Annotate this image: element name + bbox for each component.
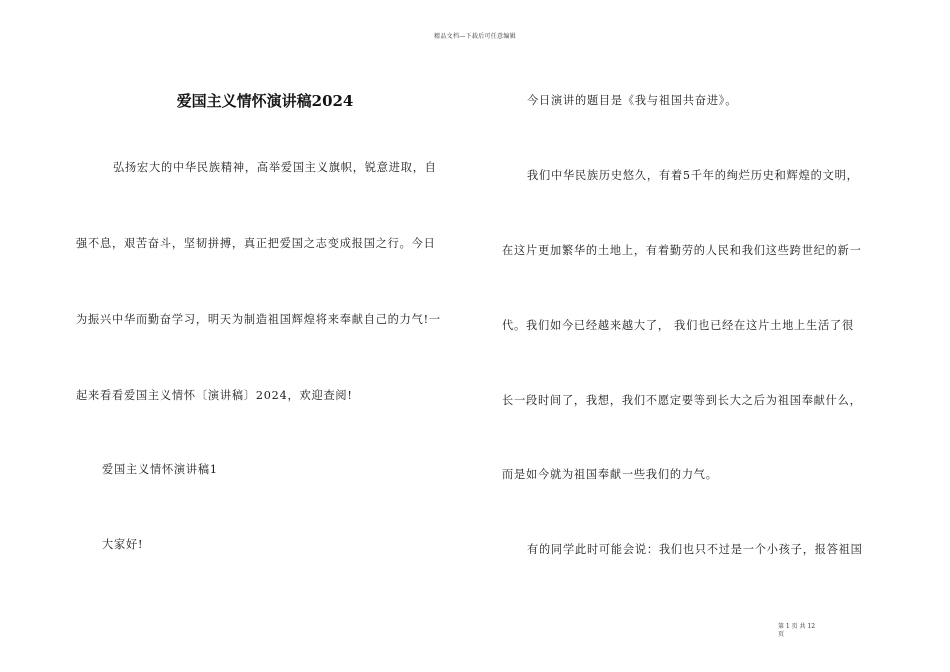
document-title: 爱国主义情怀演讲稿2024	[176, 92, 354, 110]
right-paragraph-line: 代。我们如今已经越来越大了， 我们也已经在这片土地上生活了很	[502, 319, 854, 332]
section-heading: 爱国主义情怀演讲稿1	[102, 463, 218, 476]
left-paragraph-line: 为振兴中华而勤奋学习，明天为制造祖国辉煌将来奉献自己的力气!一	[76, 313, 441, 326]
right-paragraph-line: 今日演讲的题目是《我与祖国共奋进》。	[527, 94, 738, 107]
right-paragraph-line: 我们中华民族历史悠久，有着5千年的绚烂历史和辉煌的文明，	[527, 169, 859, 182]
right-paragraph-line: 在这片更加繁华的土地上，有着勤劳的人民和我们这些跨世纪的新一	[502, 244, 862, 257]
page-number-line: 页	[778, 631, 785, 638]
page-header: 精品文档—下载后可任意编辑	[434, 33, 516, 40]
greeting-line: 大家好!	[102, 538, 144, 551]
right-paragraph-line: 有的同学此时可能会说：我们也只不过是一个小孩子，报答祖国	[527, 543, 863, 556]
left-paragraph-line: 起来看看爱国主义情怀〔演讲稿〕2024，欢迎查阅!	[76, 389, 353, 402]
page-number-line: 第 1 页 共 12	[778, 623, 816, 630]
right-paragraph-line: 长一段时间了，我想，我们不愿定要等到长大之后为祖国奉献什么，	[502, 394, 862, 407]
left-paragraph-line: 弘扬宏大的中华民族精神，高举爱国主义旗帜，锐意进取，自	[113, 161, 437, 174]
right-paragraph-line: 而是如今就为祖国奉献一些我们的力气。	[502, 468, 718, 481]
page-number	[778, 623, 838, 639]
left-paragraph-line: 强不息，艰苦奋斗，坚韧拼搏，真正把爱国之志变成报国之行。今日	[76, 237, 436, 250]
